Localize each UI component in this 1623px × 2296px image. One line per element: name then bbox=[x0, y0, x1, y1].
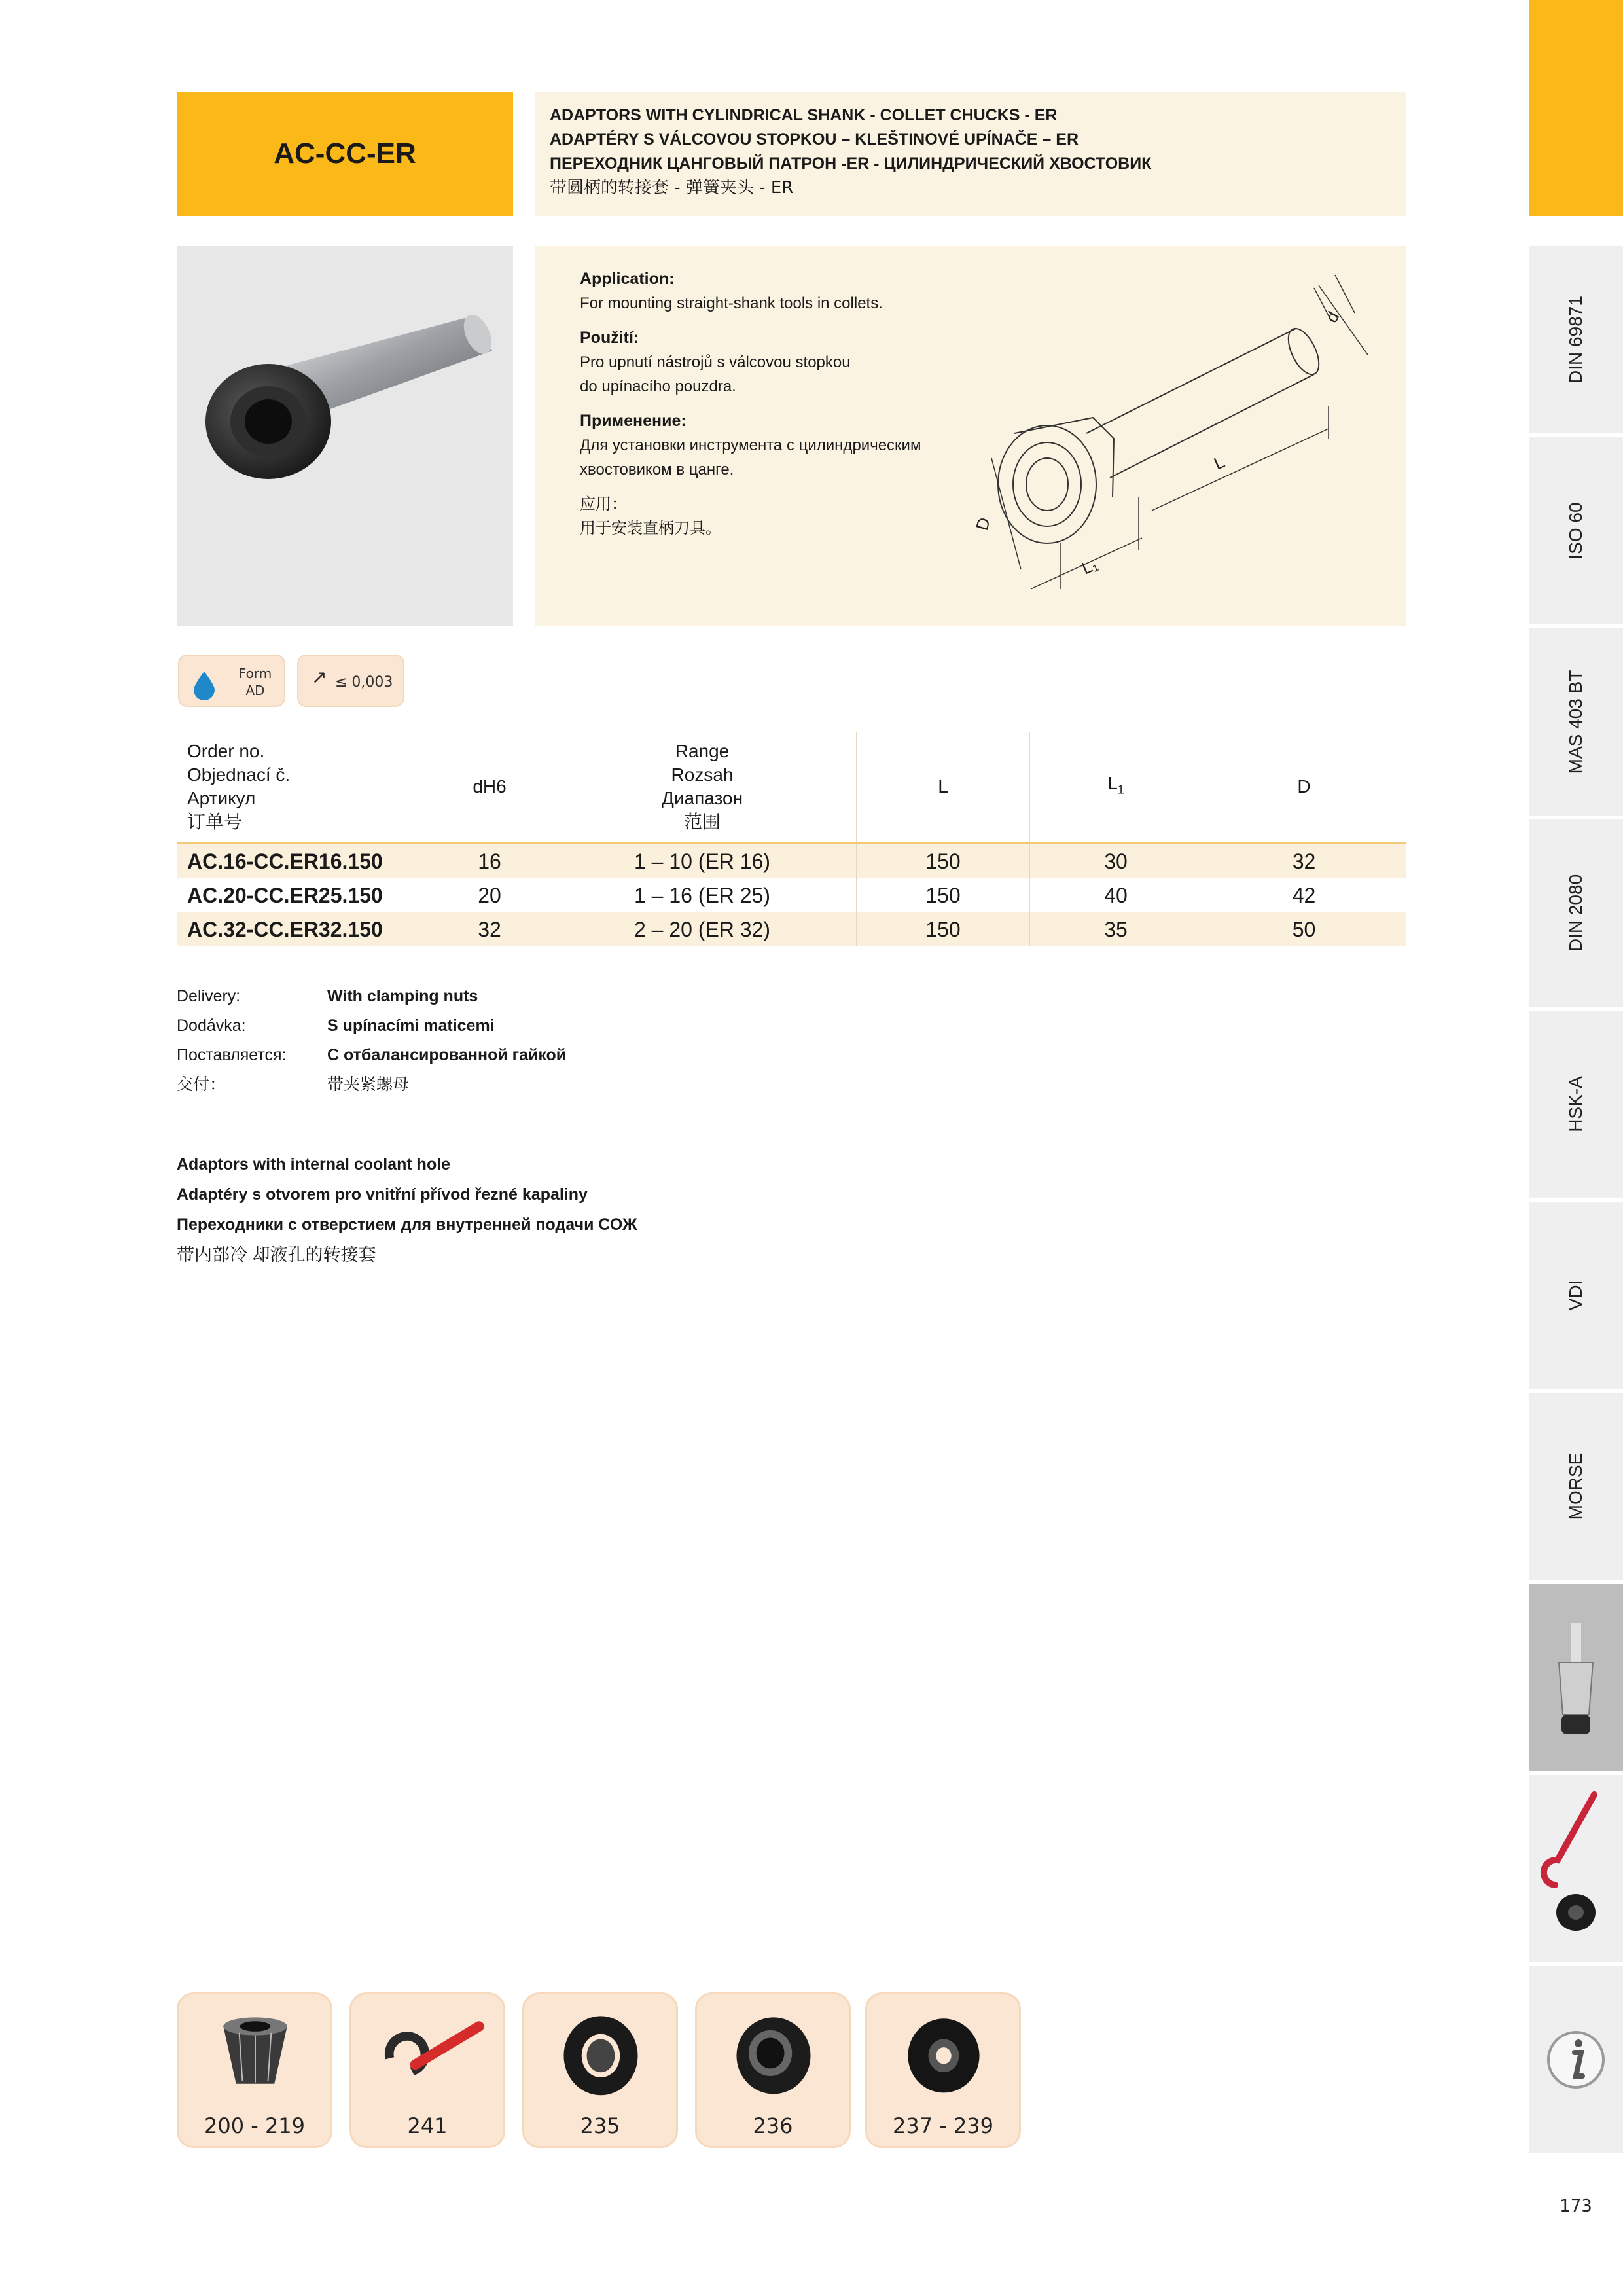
application-ru-text-2: хвостовиком в цанге. bbox=[580, 461, 734, 478]
delivery-row: 交付： 带夹紧螺母 bbox=[177, 1075, 410, 1094]
collet-icon bbox=[179, 2000, 330, 2104]
sidebar-tab-info[interactable] bbox=[1529, 1966, 1623, 2153]
dimension-d-label: d bbox=[1321, 308, 1344, 326]
accessory-collets-link[interactable] bbox=[177, 1992, 332, 2148]
application-cz-heading: Použití: bbox=[580, 329, 639, 347]
L-cell: 150 bbox=[857, 878, 1030, 912]
accessory-clamping-nut-link[interactable] bbox=[522, 1992, 678, 2148]
header-L1: $L_1$ bbox=[1030, 732, 1202, 843]
order-no-cell: AC.20-CC.ER25.150 bbox=[177, 878, 431, 912]
info-icon bbox=[1529, 1966, 1623, 2153]
sidebar-tab-accessories[interactable] bbox=[1529, 1775, 1623, 1962]
dh6-cell: 32 bbox=[431, 912, 548, 946]
dh6-cell: 16 bbox=[431, 843, 548, 878]
product-code: AC-CC-ER bbox=[177, 92, 513, 216]
coolant-note bbox=[177, 1149, 637, 1270]
sidebar-tab-drill-chuck[interactable] bbox=[1529, 1584, 1623, 1771]
D-cell: 32 bbox=[1202, 843, 1406, 878]
application-cz-text-2: do upínacího pouzdra. bbox=[580, 378, 736, 395]
technical-drawing bbox=[942, 262, 1400, 615]
delivery-info bbox=[177, 982, 566, 1100]
product-title-block bbox=[535, 92, 1406, 216]
header-order-no: Order no. Objednací č. Артикул 订单号 bbox=[177, 732, 431, 843]
sidebar-tab-morse[interactable]: MORSE bbox=[1529, 1393, 1623, 1580]
accessory-page-label: 241 bbox=[407, 2113, 448, 2138]
title-zh: 带圆柄的转接套 - 弹簧夹头 - ER bbox=[550, 178, 794, 198]
application-ru-heading: Применение: bbox=[580, 412, 687, 430]
accessory-sealing-disc-link[interactable] bbox=[865, 1992, 1021, 2148]
title-en: ADAPTORS WITH CYLINDRICAL SHANK - COLLET CHUCKS - ER bbox=[550, 106, 1058, 124]
D-cell: 50 bbox=[1202, 912, 1406, 946]
coolant-drop-icon bbox=[191, 670, 217, 700]
application-ru-text-1: Для установки инструмента с цилиндрическим bbox=[580, 437, 921, 454]
range-cell: 1 – 10 (ER 16) bbox=[548, 843, 857, 878]
application-en-text: For mounting straight-shank tools in collets. bbox=[580, 295, 883, 312]
runout-value: ≤ 0,003 bbox=[335, 674, 393, 691]
ball-bearing-nut-icon bbox=[697, 2000, 849, 2104]
wrench-and-nut-icon bbox=[1529, 1775, 1623, 1962]
L1-cell: 30 bbox=[1030, 843, 1202, 878]
title-ru: ПЕРЕХОДНИК ЦАНГОВЫЙ ПАТРОН -ER - ЦИЛИНДРИЧЕСКИЙ ХВОСТОВИК bbox=[550, 154, 1152, 173]
product-photo bbox=[177, 246, 513, 626]
drill-chuck-icon bbox=[1529, 1584, 1623, 1771]
D-cell: 42 bbox=[1292, 883, 1316, 907]
header-L: L bbox=[857, 732, 1030, 843]
sidebar-tab-din-69871[interactable]: DIN 69871 bbox=[1529, 246, 1623, 433]
coolant-note-cz: Adaptéry s otvorem pro vnitřní přívod řezné kapaliny bbox=[177, 1185, 588, 1204]
delivery-row: Dodávka: S upínacími maticemi bbox=[177, 1016, 495, 1035]
sidebar-tab-iso-60[interactable]: ISO 60 bbox=[1529, 437, 1623, 624]
form-label: Form bbox=[238, 666, 272, 681]
specification-table bbox=[177, 732, 1406, 946]
title-cz: ADAPTÉRY S VÁLCOVOU STOPKOU – KLEŠTINOVÉ UPÍNAČE – ER bbox=[550, 130, 1079, 149]
accessory-page-label: 235 bbox=[580, 2113, 620, 2138]
sidebar-tab-vdi[interactable]: VDI bbox=[1529, 1202, 1623, 1389]
dimension-L-label: L bbox=[1211, 452, 1228, 474]
application-en-heading: Application: bbox=[580, 270, 675, 288]
L-cell: 150 bbox=[857, 843, 1030, 878]
sidebar-tab-hsk-a[interactable]: HSK-A bbox=[1529, 1011, 1623, 1198]
delivery-row: Поставляется: С отбалансированной гайкой bbox=[177, 1046, 567, 1064]
application-zh-text: 用于安装直柄刀具。 bbox=[580, 520, 721, 537]
application-cz-text-1: Pro upnutí nástrojů s válcovou stopkou bbox=[580, 353, 851, 371]
sidebar-tab-mas-403-bt[interactable]: MAS 403 BT bbox=[1529, 628, 1623, 816]
table-row bbox=[177, 843, 1406, 878]
application-text bbox=[580, 267, 946, 551]
L1-cell: 35 bbox=[1030, 912, 1202, 946]
coolant-note-en: Adaptors with internal coolant hole bbox=[177, 1155, 451, 1174]
page-number: 173 bbox=[1560, 2197, 1592, 2216]
sealing-disc-icon bbox=[867, 2000, 1019, 2104]
L1-cell: 40 bbox=[1030, 878, 1202, 912]
order-no-cell: AC.32-CC.ER32.150 bbox=[177, 912, 431, 946]
accessory-page-label: 236 bbox=[753, 2113, 793, 2138]
order-no-cell: AC.16-CC.ER16.150 bbox=[177, 843, 431, 878]
dh6-cell: 20 bbox=[431, 878, 548, 912]
form-ad-label: AD bbox=[245, 683, 265, 698]
coolant-note-zh: 带内部冷 却液孔的转接套 bbox=[177, 1245, 376, 1265]
L-cell: 150 bbox=[857, 912, 1030, 946]
application-zh-heading: 应用： bbox=[580, 495, 627, 513]
runout-badge bbox=[297, 655, 404, 707]
table-row bbox=[177, 878, 1406, 912]
header-dh6: dH6 bbox=[431, 732, 548, 843]
accessory-page-label: 200 - 219 bbox=[204, 2113, 306, 2138]
sidebar-accent bbox=[1529, 0, 1623, 216]
runout-arrow-icon: ↗ bbox=[312, 666, 327, 688]
form-ad-badge bbox=[178, 655, 285, 707]
table-header-row bbox=[177, 732, 1406, 843]
range-cell: 1 – 16 (ER 25) bbox=[548, 878, 857, 912]
header-range: Range Rozsah Диапазон 范围 bbox=[548, 732, 857, 843]
accessory-wrench-link[interactable] bbox=[349, 1992, 505, 2148]
sidebar-tab-din-2080[interactable]: DIN 2080 bbox=[1529, 819, 1623, 1007]
wrench-icon bbox=[351, 2000, 503, 2104]
coolant-note-ru: Переходники с отверстием для внутренней подачи СОЖ bbox=[177, 1215, 637, 1234]
range-cell: 2 – 20 (ER 32) bbox=[548, 912, 857, 946]
header-D: D bbox=[1297, 776, 1311, 797]
delivery-row: Delivery: With clamping nuts bbox=[177, 987, 478, 1005]
accessory-bearing-nut-link[interactable] bbox=[695, 1992, 851, 2148]
dimension-L1-label: L₁ bbox=[1079, 554, 1101, 579]
clamping-nut-icon bbox=[524, 2000, 676, 2104]
table-row bbox=[177, 912, 1406, 946]
dimension-D-label: D bbox=[971, 515, 994, 533]
accessory-page-label: 237 - 239 bbox=[892, 2113, 994, 2138]
